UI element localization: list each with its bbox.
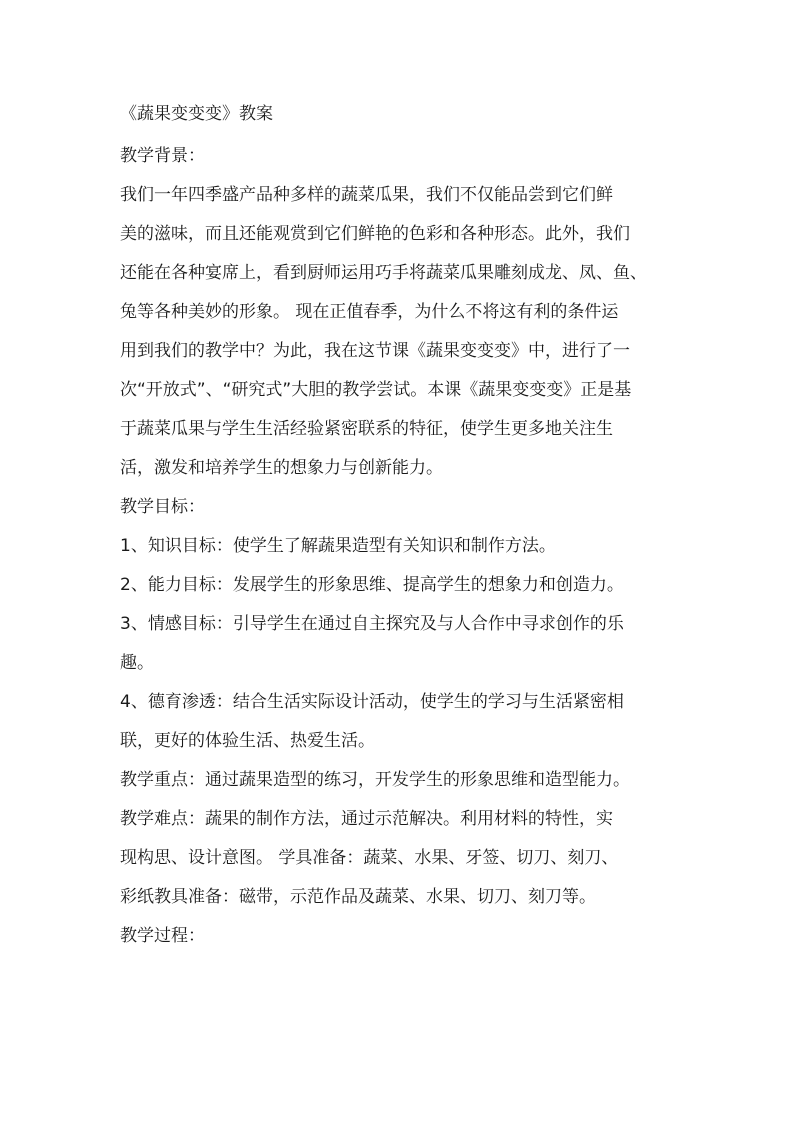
focus-line: 现构思、设计意图。 学具准备：蔬菜、水果、牙签、切刀、刻刀、: [120, 848, 619, 868]
paragraph-line: 还能在各种宴席上，看到厨师运用巧手将蔬菜瓜果雕刻成龙、凤、鱼、: [120, 263, 647, 283]
paragraph-line: 于蔬菜瓜果与学生生活经验紧密联系的特征，使学生更多地关注生: [120, 419, 613, 439]
goal-line: 联，更好的体验生活、热爱生活。: [120, 731, 375, 751]
focus-section: [120, 761, 690, 917]
document-page: [120, 97, 690, 956]
goals-list: [120, 527, 690, 761]
process-heading: 教学过程：: [120, 926, 205, 946]
paragraph-line: 用到我们的教学中？为此，我在这节课《蔬果变变变》中，进行了一: [120, 341, 630, 361]
paragraph-line: 我们一年四季盛产品种多样的蔬菜瓜果，我们不仅能品尝到它们鲜: [120, 185, 613, 205]
goal-line: 趣。: [120, 653, 154, 673]
focus-line: 教学重点：通过蔬果造型的练习，开发学生的形象思维和造型能力。: [120, 770, 630, 790]
focus-line: 教学难点：蔬果的制作方法，通过示范解决。利用材料的特性，实: [120, 809, 613, 829]
goal-line: 4、德育渗透：结合生活实际设计活动，使学生的学习与生活紧密相: [120, 692, 624, 712]
paragraph-line: 兔等各种美妙的形象。 现在正值春季，为什么不将这有利的条件运: [120, 302, 619, 322]
paragraph-line: 次“开放式”、“研究式”大胆的教学尝试。本课《蔬果变变变》正是基: [120, 380, 632, 400]
focus-line: 彩纸教具准备：磁带，示范作品及蔬菜、水果、切刀、刻刀等。: [120, 887, 596, 907]
document-title: 《蔬果变变变》教案: [120, 104, 273, 124]
paragraph-line: 活，激发和培养学生的想象力与创新能力。: [120, 458, 443, 478]
background-paragraph: [120, 176, 690, 488]
paragraph-line: 美的滋味，而且还能观赏到它们鲜艳的色彩和各种形态。此外，我们: [120, 224, 630, 244]
goal-line: 2、能力目标：发展学生的形象思维、提高学生的想象力和创造力。: [120, 575, 624, 595]
goals-heading: 教学目标：: [120, 497, 205, 517]
goal-line: 1、知识目标：使学生了解蔬果造型有关知识和制作方法。: [120, 536, 556, 556]
background-heading: 教学背景：: [120, 146, 205, 166]
goal-line: 3、情感目标：引导学生在通过自主探究及与人合作中寻求创作的乐: [120, 614, 624, 634]
